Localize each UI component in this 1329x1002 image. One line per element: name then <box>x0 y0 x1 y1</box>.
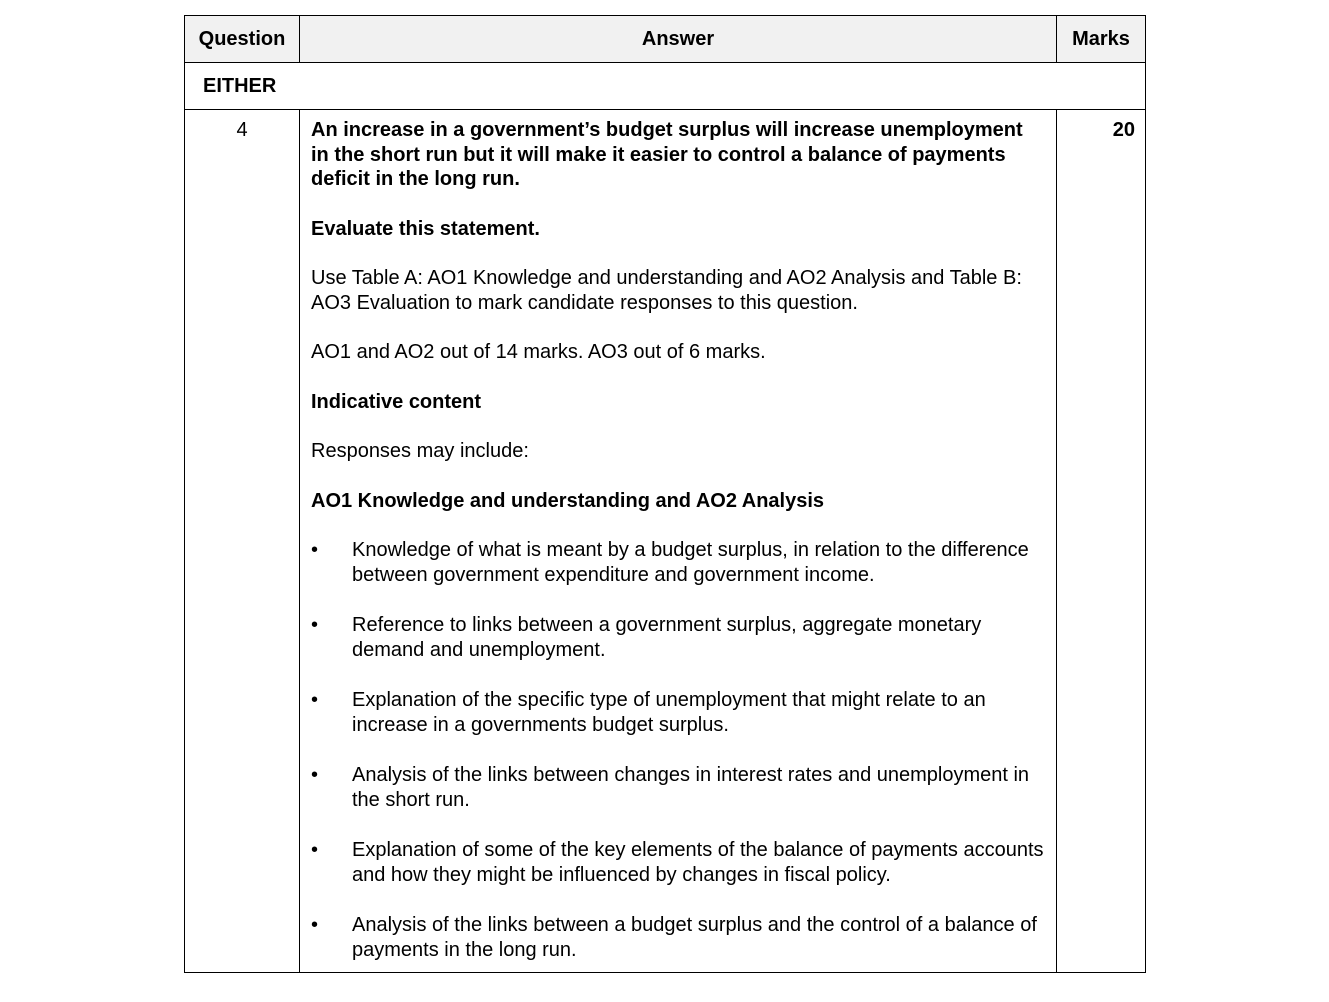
bullet-icon: • <box>311 614 319 636</box>
marks-value: 20 <box>1057 110 1146 973</box>
answer-cell <box>300 110 1057 973</box>
list-item-text: Knowledge of what is meant by a budget surplus, in relation to the difference between government expenditure and government income. <box>352 539 1029 586</box>
list-item <box>311 538 1044 587</box>
list-item-text: Explanation of the specific type of unemployment that might relate to an increase in a governments budget surplus. <box>352 689 986 736</box>
section-label: EITHER <box>185 63 1146 110</box>
header-row <box>185 16 1146 63</box>
header-marks: Marks <box>1057 16 1146 63</box>
ao-heading: AO1 Knowledge and understanding and AO2 Analysis <box>311 489 825 512</box>
bullet-icon: • <box>311 914 319 936</box>
header-question: Question <box>185 16 300 63</box>
indicative-heading: Indicative content <box>311 390 482 413</box>
list-item <box>311 913 1044 962</box>
header-answer: Answer <box>300 16 1057 63</box>
bullet-icon: • <box>311 689 319 711</box>
question-row <box>185 110 1146 973</box>
list-item-text: Analysis of the links between changes in interest rates and unemployment in the short run. <box>352 764 1030 811</box>
marks-note: AO1 and AO2 out of 14 marks. AO3 out of 6 marks. <box>311 341 766 363</box>
list-item <box>311 763 1044 812</box>
question-statement: An increase in a government’s budget surplus will increase unemployment in the short run but it will make it easier to control a balance of payments deficit in the long run. <box>311 119 1023 190</box>
list-item-text: Reference to links between a government surplus, aggregate monetary demand and unemployment. <box>352 614 982 661</box>
list-item <box>311 838 1044 887</box>
list-item <box>311 613 1044 662</box>
responses-intro: Responses may include: <box>311 440 529 462</box>
list-item-text: Explanation of some of the key elements of the balance of payments accounts and how they might be influenced by changes in fiscal policy. <box>352 839 1044 886</box>
tables-note: Use Table A: AO1 Knowledge and understanding and AO2 Analysis and Table B: AO3 Evaluation to mark candidate responses to this question. <box>311 267 1022 314</box>
indicative-list <box>311 538 1044 962</box>
bullet-icon: • <box>311 839 319 861</box>
section-row <box>185 63 1146 110</box>
mark-scheme-table <box>184 15 1146 973</box>
list-item <box>311 688 1044 737</box>
bullet-icon: • <box>311 764 319 786</box>
list-item-text: Analysis of the links between a budget surplus and the control of a balance of payments in the long run. <box>352 914 1037 961</box>
question-number: 4 <box>185 110 300 973</box>
instruction: Evaluate this statement. <box>311 217 540 240</box>
bullet-icon: • <box>311 539 319 561</box>
